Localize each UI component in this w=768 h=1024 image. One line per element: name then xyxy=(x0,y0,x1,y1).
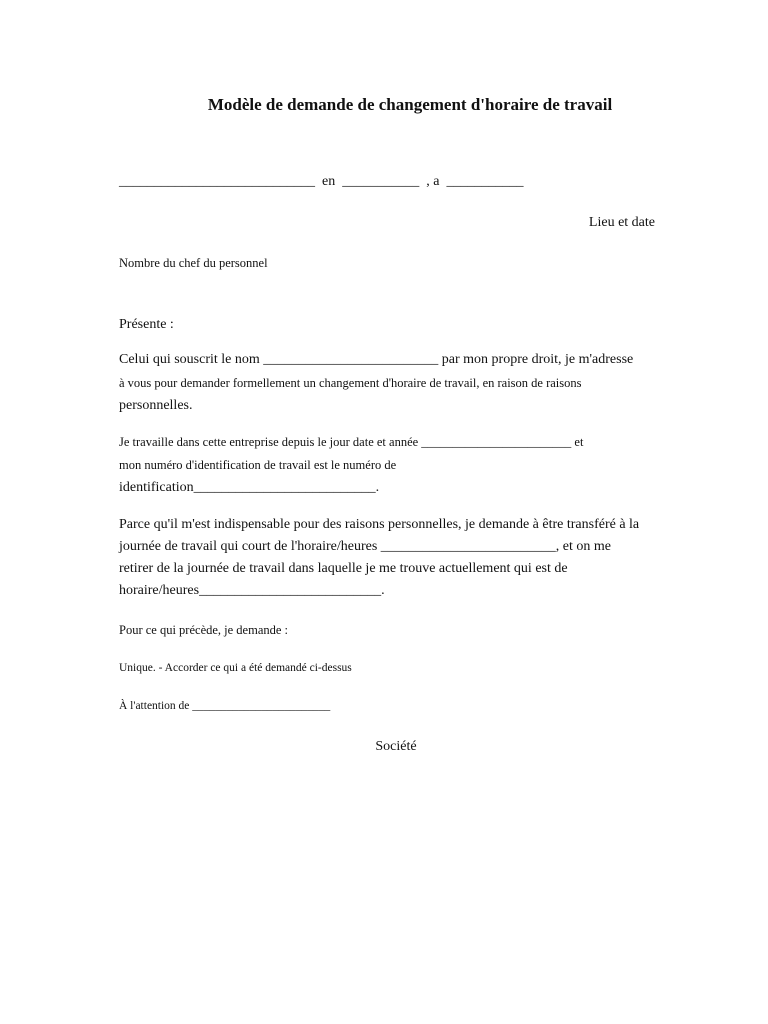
date-blank: ___________ xyxy=(446,174,524,189)
para3-line3: retirer de la journée de travail dans laquelle je me trouve actuellement qui est de xyxy=(119,561,568,576)
para2-line1: Je travaille dans cette entreprise depuis le jour date et année ________________________ et xyxy=(119,435,584,449)
presente-label: Présente : xyxy=(119,317,174,332)
en-label: en xyxy=(322,174,336,189)
lieu-et-date: Lieu et date xyxy=(588,215,655,230)
document-title: Modèle de demande de changement d'horaire de travail xyxy=(207,95,613,114)
header-line xyxy=(119,173,523,191)
para1-line3: personnelles. xyxy=(119,398,193,413)
para2-line2: mon numéro d'identification de travail est le numéro de xyxy=(119,458,397,472)
para1-line1: Celui qui souscrit le nom _________________________ par mon propre droit, je m'adresse xyxy=(119,352,634,367)
para1-line2: à vous pour demander formellement un changement d'horaire de travail, en raison de raisons xyxy=(119,376,582,390)
place-blank: ___________ xyxy=(342,174,420,189)
unique-clause: Unique. - Accorder ce qui a été demandé ci-dessus xyxy=(119,662,352,674)
name-blank: ____________________________ xyxy=(119,174,315,189)
para3-line2: journée de travail qui court de l'horaire/heures _________________________, et on me xyxy=(119,539,612,554)
para3-line4: horaire/heures__________________________. xyxy=(119,583,385,598)
chef-personnel: Nombre du chef du personnel xyxy=(119,256,268,270)
para3-line1: Parce qu'il m'est indispensable pour des raisons personnelles, je demande à être transféré à la xyxy=(119,517,640,532)
societe-label: Société xyxy=(375,739,417,754)
a-label: , a xyxy=(426,174,440,189)
para2-line3: identification__________________________. xyxy=(119,480,380,495)
pour-ce-qui-precede: Pour ce qui précède, je demande : xyxy=(119,623,289,637)
attention-line: À l'attention de ________________________ xyxy=(119,700,331,712)
